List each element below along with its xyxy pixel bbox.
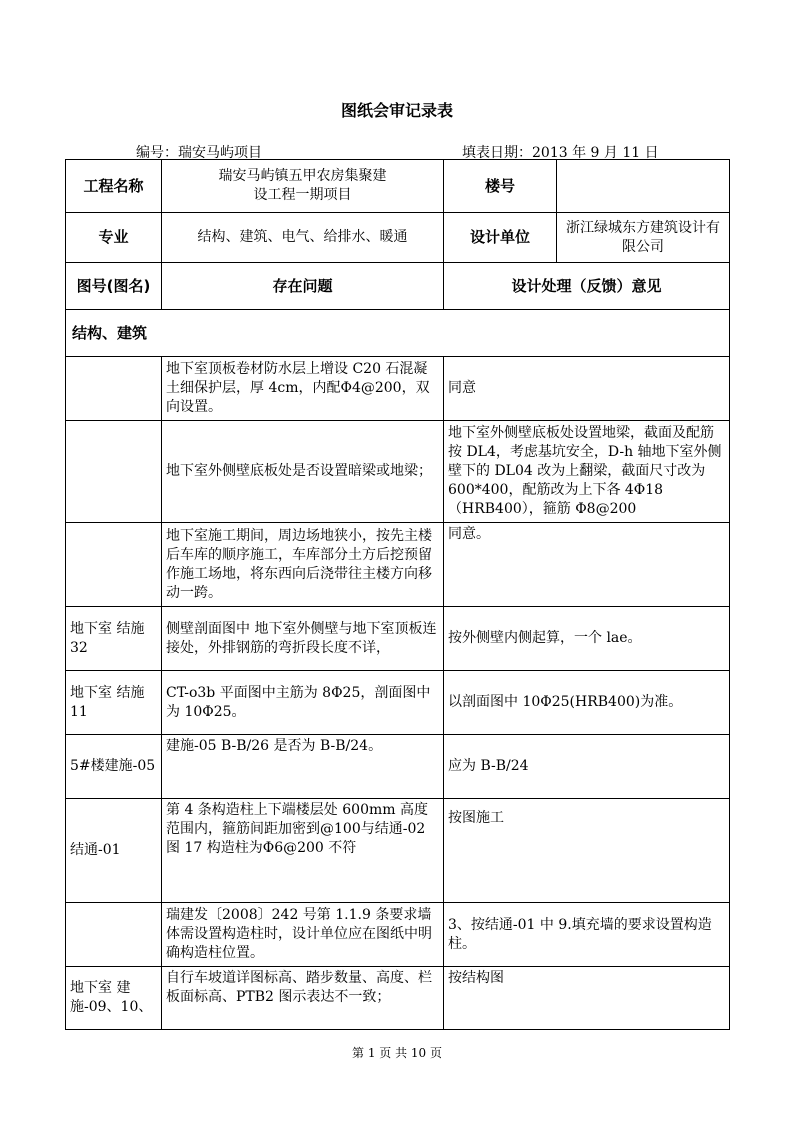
fill-date: 填表日期：2013 年 9 月 11 日 <box>462 145 659 161</box>
row-issue: 建施-05 B-B/26 是否为 B-B/24。 <box>162 735 444 799</box>
row-drawing: 地下室 建施-09、10、 <box>66 967 162 1030</box>
row-issue: 地下室顶板卷材防水层上增设 C20 石混凝土细保护层，厚 4cm，内配Φ4@200，双向设置。 <box>162 357 444 421</box>
row-drawing: 5#楼建施-05 <box>66 735 162 799</box>
row-drawing <box>66 357 162 421</box>
page-title: 图纸会审记录表 <box>340 101 453 120</box>
table-row <box>66 607 730 671</box>
row-issue: 侧壁剖面图中 地下室外侧壁与地下室顶板连接处，外排钢筋的弯折段长度不详， <box>162 607 444 671</box>
row-drawing <box>66 421 162 523</box>
row-issue: 自行车坡道详图标高、踏步数量、高度、栏板面标高、PTB2 图示表达不一致； <box>162 967 444 1030</box>
designer-value: 浙江绿城东方建筑设计有限公司 <box>557 213 730 263</box>
building-label: 楼号 <box>444 160 557 213</box>
row-drawing: 结通-01 <box>66 799 162 903</box>
col-drawing-header: 图号(图名) <box>66 263 162 310</box>
discipline-value: 结构、建筑、电气、给排水、暖通 <box>162 213 444 263</box>
row-feedback: 按图施工 <box>444 799 730 903</box>
row-issue: CT-o3b 平面图中主筋为 8Φ25，剖面图中为 10Φ25。 <box>162 671 444 735</box>
table-row <box>66 421 730 523</box>
row-feedback: 按结构图 <box>444 967 730 1030</box>
table-row <box>66 357 730 421</box>
row-feedback: 以剖面图中 10Φ25(HRB400)为准。 <box>444 671 730 735</box>
review-table <box>65 159 730 1030</box>
table-row <box>66 967 730 1030</box>
row-feedback: 按外侧壁内侧起算，一个 lae。 <box>444 607 730 671</box>
row-drawing <box>66 523 162 607</box>
row-feedback: 应为 B-B/24 <box>444 735 730 799</box>
row-issue: 第 4 条构造柱上下端楼层处 600mm 高度范围内，箍筋间距加密到@100与结通-02 图 17 构造柱为Φ6@200 不符 <box>162 799 444 903</box>
row-issue: 地下室施工期间，周边场地狭小，按先主楼后车库的顺序施工，车库部分土方后挖预留作施工场地，将东西向后浇带往主楼方向移动一跨。 <box>162 523 444 607</box>
row-drawing <box>66 903 162 967</box>
row-issue: 地下室外侧壁底板处是否设置暗梁或地梁； <box>162 421 444 523</box>
table-row <box>66 735 730 799</box>
table-row <box>66 671 730 735</box>
col-issue-header: 存在问题 <box>162 263 444 310</box>
project-name-label: 工程名称 <box>66 160 162 213</box>
table-row <box>66 903 730 967</box>
table-row <box>66 523 730 607</box>
row-feedback: 同意 <box>444 357 730 421</box>
row-drawing: 地下室 结施 11 <box>66 671 162 735</box>
project-name-value: 瑞安马屿镇五甲农房集聚建设工程一期项目 <box>162 160 444 213</box>
row-drawing: 地下室 结施 32 <box>66 607 162 671</box>
row-feedback: 3、按结通-01 中 9.填充墙的要求设置构造柱。 <box>444 903 730 967</box>
col-feedback-header: 设计处理（反馈）意见 <box>444 263 730 310</box>
row-feedback: 地下室外侧壁底板处设置地梁，截面及配筋按 DL4，考虑基坑安全，D-h 轴地下室外侧壁下的 DL04 改为上翻梁，截面尺寸改为 600*400，配筋改为上下各 4Φ18（HRB400），箍筋 Φ8@200 <box>444 421 730 523</box>
row-feedback: 同意。 <box>444 523 730 607</box>
section-heading: 结构、建筑 <box>66 310 730 357</box>
table-row <box>66 799 730 903</box>
discipline-label: 专业 <box>66 213 162 263</box>
serial-number: 编号：瑞安马屿项目 <box>136 145 262 161</box>
row-issue: 瑞建发〔2008〕242 号第 1.1.9 条要求墙体需设置构造柱时，设计单位应在图纸中明确构造柱位置。 <box>162 903 444 967</box>
designer-label: 设计单位 <box>444 213 557 263</box>
building-value <box>557 160 730 213</box>
page-number: 第 1 页 共 10 页 <box>352 1046 442 1060</box>
